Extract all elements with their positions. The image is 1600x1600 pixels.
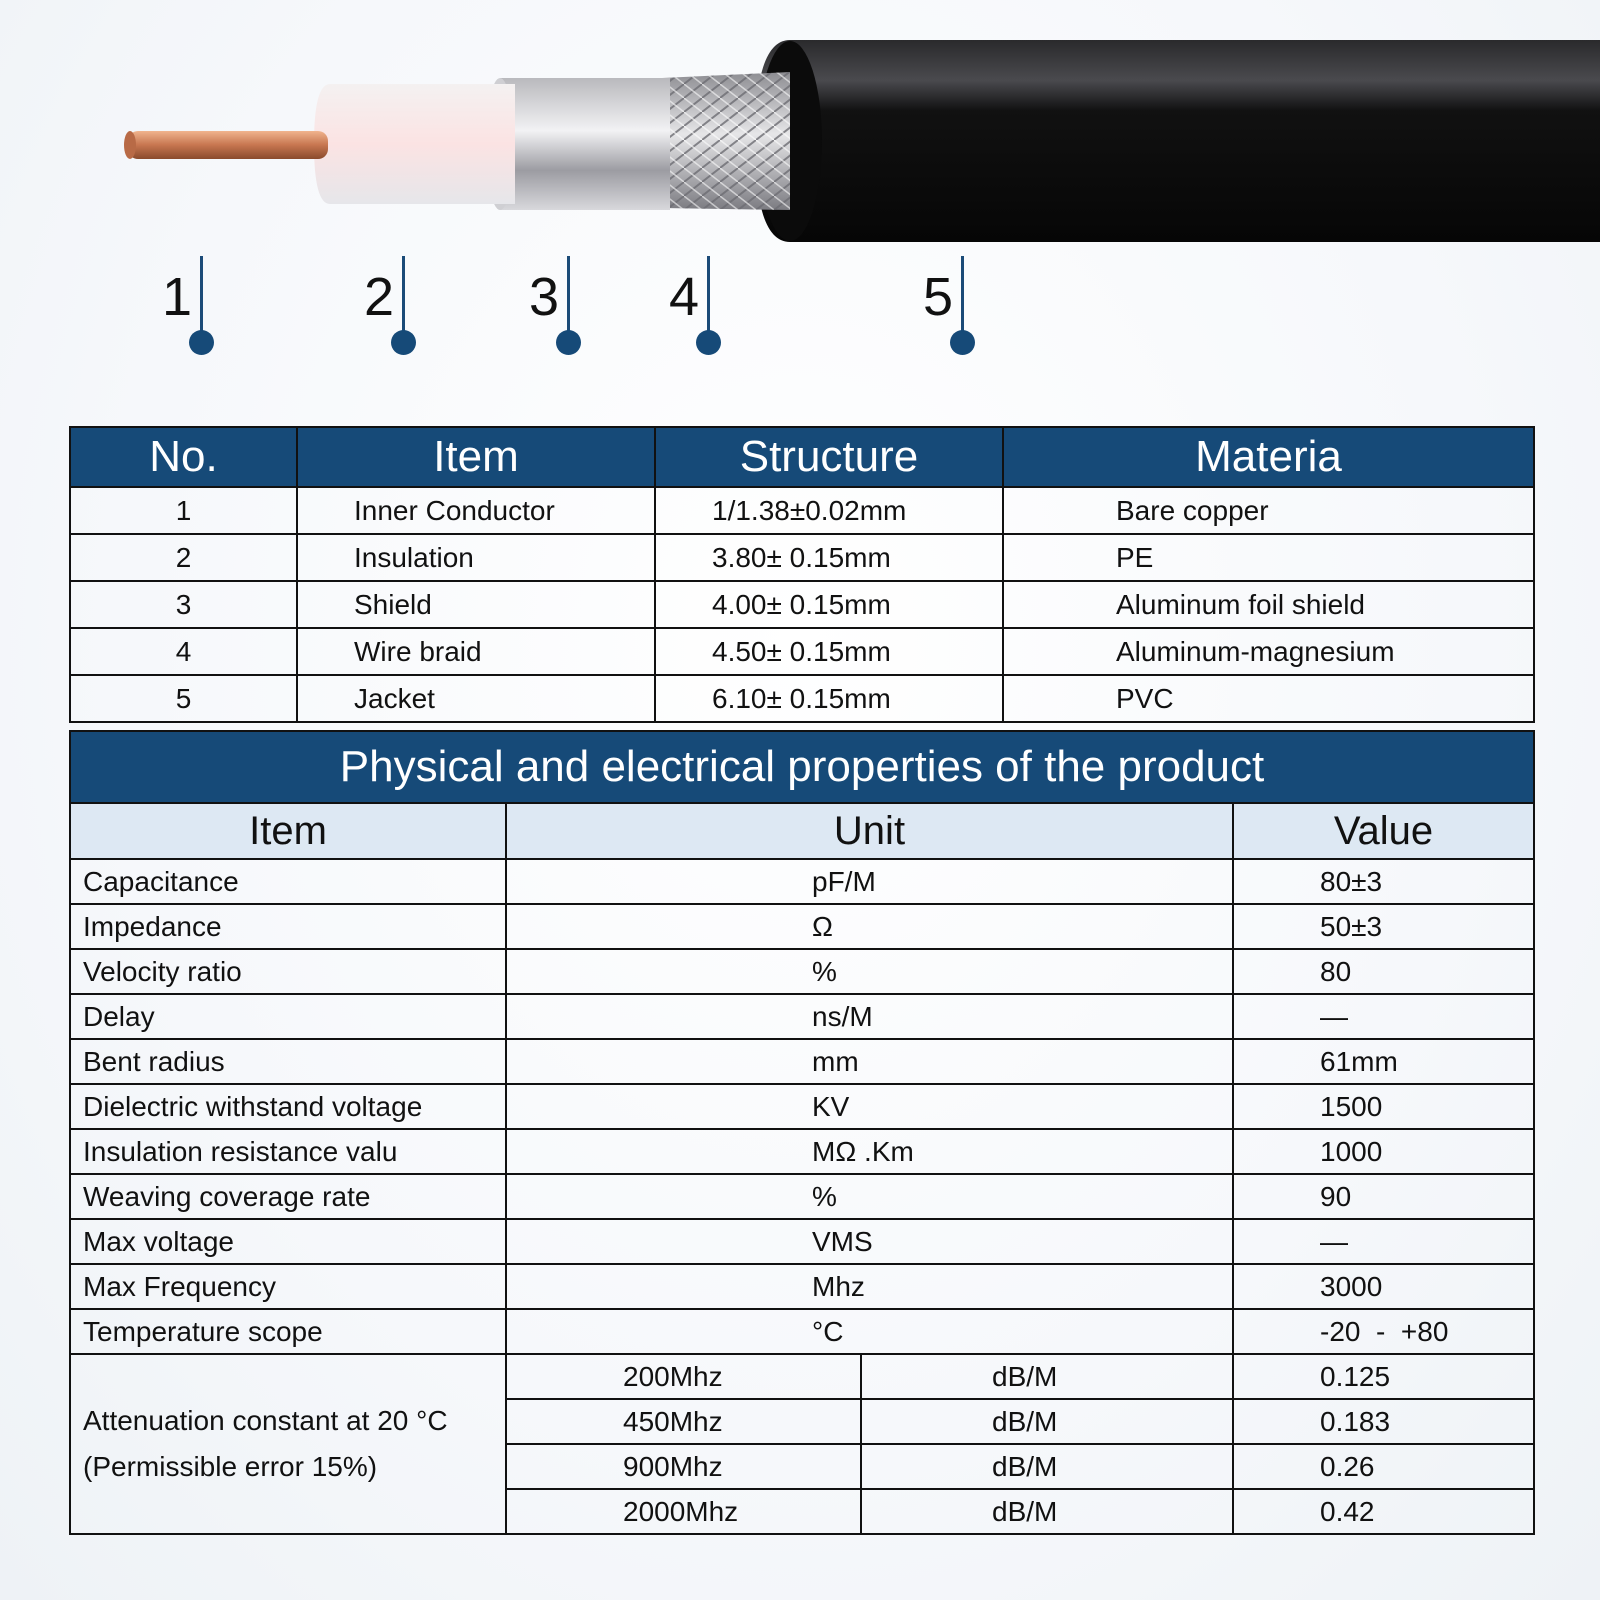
callout-dot <box>556 330 581 355</box>
table-row <box>70 904 1534 949</box>
cell-unit: Ω <box>506 904 1233 949</box>
cell-structure: 4.50± 0.15mm <box>655 628 1003 675</box>
cell-value: — <box>1233 994 1534 1039</box>
cell-value: 50±3 <box>1233 904 1534 949</box>
cell-unit: pF/M <box>506 859 1233 904</box>
cell-value: 80±3 <box>1233 859 1534 904</box>
cell-material: Bare copper <box>1003 487 1534 534</box>
callout-number: 4 <box>668 267 699 327</box>
callout-dot <box>696 330 721 355</box>
cell-item: Delay <box>70 994 506 1039</box>
cell-frequency: 200Mhz <box>506 1354 861 1399</box>
callout-number: 2 <box>363 267 394 327</box>
cell-no: 2 <box>70 534 297 581</box>
callout-line <box>200 256 203 336</box>
cell-item: Shield <box>297 581 655 628</box>
properties-table <box>69 730 1535 1535</box>
coax-cable-illustration <box>0 0 1600 380</box>
cell-unit: dB/M <box>861 1354 1233 1399</box>
attenuation-label-cell <box>70 1354 506 1534</box>
cell-item: Bent radius <box>70 1039 506 1084</box>
cell-no: 4 <box>70 628 297 675</box>
table-row <box>70 1219 1534 1264</box>
cell-value: 1000 <box>1233 1129 1534 1174</box>
cell-structure: 1/1.38±0.02mm <box>655 487 1003 534</box>
callout-1 <box>161 250 230 360</box>
cell-structure: 4.00± 0.15mm <box>655 581 1003 628</box>
callout-dot <box>189 330 214 355</box>
callout-dot <box>391 330 416 355</box>
cell-item: Capacitance <box>70 859 506 904</box>
callout-5 <box>922 250 991 360</box>
callout-dot <box>950 330 975 355</box>
header-unit: Unit <box>506 803 1233 859</box>
cell-no: 1 <box>70 487 297 534</box>
table-row <box>70 487 1534 534</box>
header-item: Item <box>297 427 655 487</box>
cell-material: PE <box>1003 534 1534 581</box>
callout-line <box>402 256 405 336</box>
table-row <box>70 1039 1534 1084</box>
cell-item: Insulation resistance valu <box>70 1129 506 1174</box>
table-row <box>70 1264 1534 1309</box>
cell-value: 80 <box>1233 949 1534 994</box>
table-row <box>70 675 1534 722</box>
cell-item: Max voltage <box>70 1219 506 1264</box>
callout-2 <box>363 250 432 360</box>
cell-item: Impedance <box>70 904 506 949</box>
cell-unit: KV <box>506 1084 1233 1129</box>
header-value: Value <box>1233 803 1534 859</box>
cell-material: Aluminum foil shield <box>1003 581 1534 628</box>
cell-item: Insulation <box>297 534 655 581</box>
table-row <box>70 534 1534 581</box>
attenuation-row <box>70 1354 1534 1399</box>
callout-line <box>707 256 710 336</box>
cell-unit: ns/M <box>506 994 1233 1039</box>
cell-unit: dB/M <box>861 1489 1233 1534</box>
structure-header-row <box>70 427 1534 487</box>
cell-no: 3 <box>70 581 297 628</box>
cell-material: Aluminum-magnesium <box>1003 628 1534 675</box>
table-row <box>70 1129 1534 1174</box>
cell-unit: Mhz <box>506 1264 1233 1309</box>
cell-item: Jacket <box>297 675 655 722</box>
cell-item: Inner Conductor <box>297 487 655 534</box>
cell-unit: dB/M <box>861 1444 1233 1489</box>
cell-value: — <box>1233 1219 1534 1264</box>
cell-structure: 3.80± 0.15mm <box>655 534 1003 581</box>
cell-item: Max Frequency <box>70 1264 506 1309</box>
cell-item: Velocity ratio <box>70 949 506 994</box>
callout-line <box>567 256 570 336</box>
cell-item: Dielectric withstand voltage <box>70 1084 506 1129</box>
cell-value: 1500 <box>1233 1084 1534 1129</box>
cell-frequency: 450Mhz <box>506 1399 861 1444</box>
header-item: Item <box>70 803 506 859</box>
cell-structure: 6.10± 0.15mm <box>655 675 1003 722</box>
cell-frequency: 2000Mhz <box>506 1489 861 1534</box>
cell-unit: VMS <box>506 1219 1233 1264</box>
cell-value: 61mm <box>1233 1039 1534 1084</box>
cell-value: -20 - +80 <box>1233 1309 1534 1354</box>
header-material: Materia <box>1003 427 1534 487</box>
header-no: No. <box>70 427 297 487</box>
callout-number: 5 <box>922 267 953 327</box>
header-structure: Structure <box>655 427 1003 487</box>
cell-unit: % <box>506 1174 1233 1219</box>
table-row <box>70 581 1534 628</box>
cell-value: 0.183 <box>1233 1399 1534 1444</box>
table-row <box>70 994 1534 1039</box>
table-row <box>70 628 1534 675</box>
cell-frequency: 900Mhz <box>506 1444 861 1489</box>
table-row <box>70 1309 1534 1354</box>
cell-material: PVC <box>1003 675 1534 722</box>
properties-header-row <box>70 803 1534 859</box>
attenuation-label: Attenuation constant at 20 °C <box>83 1405 448 1436</box>
cell-value: 3000 <box>1233 1264 1534 1309</box>
cell-item: Wire braid <box>297 628 655 675</box>
table-row <box>70 1084 1534 1129</box>
cell-unit: dB/M <box>861 1399 1233 1444</box>
cell-item: Temperature scope <box>70 1309 506 1354</box>
cell-value: 90 <box>1233 1174 1534 1219</box>
cell-item: Weaving coverage rate <box>70 1174 506 1219</box>
cell-value: 0.125 <box>1233 1354 1534 1399</box>
callout-3 <box>528 250 597 360</box>
callout-4 <box>668 250 737 360</box>
table-row <box>70 859 1534 904</box>
cell-unit: % <box>506 949 1233 994</box>
table-row <box>70 1174 1534 1219</box>
cell-no: 5 <box>70 675 297 722</box>
callout-number: 3 <box>528 267 559 327</box>
cell-unit: °C <box>506 1309 1233 1354</box>
cell-unit: mm <box>506 1039 1233 1084</box>
structure-table <box>69 426 1535 723</box>
callout-number: 1 <box>161 267 192 327</box>
table-row <box>70 949 1534 994</box>
attenuation-note: (Permissible error 15%) <box>83 1451 378 1482</box>
cell-value: 0.26 <box>1233 1444 1534 1489</box>
properties-title-row <box>70 731 1534 803</box>
properties-title: Physical and electrical properties of the product <box>70 731 1534 803</box>
cell-unit: MΩ .Km <box>506 1129 1233 1174</box>
cell-value: 0.42 <box>1233 1489 1534 1534</box>
callout-line <box>961 256 964 336</box>
